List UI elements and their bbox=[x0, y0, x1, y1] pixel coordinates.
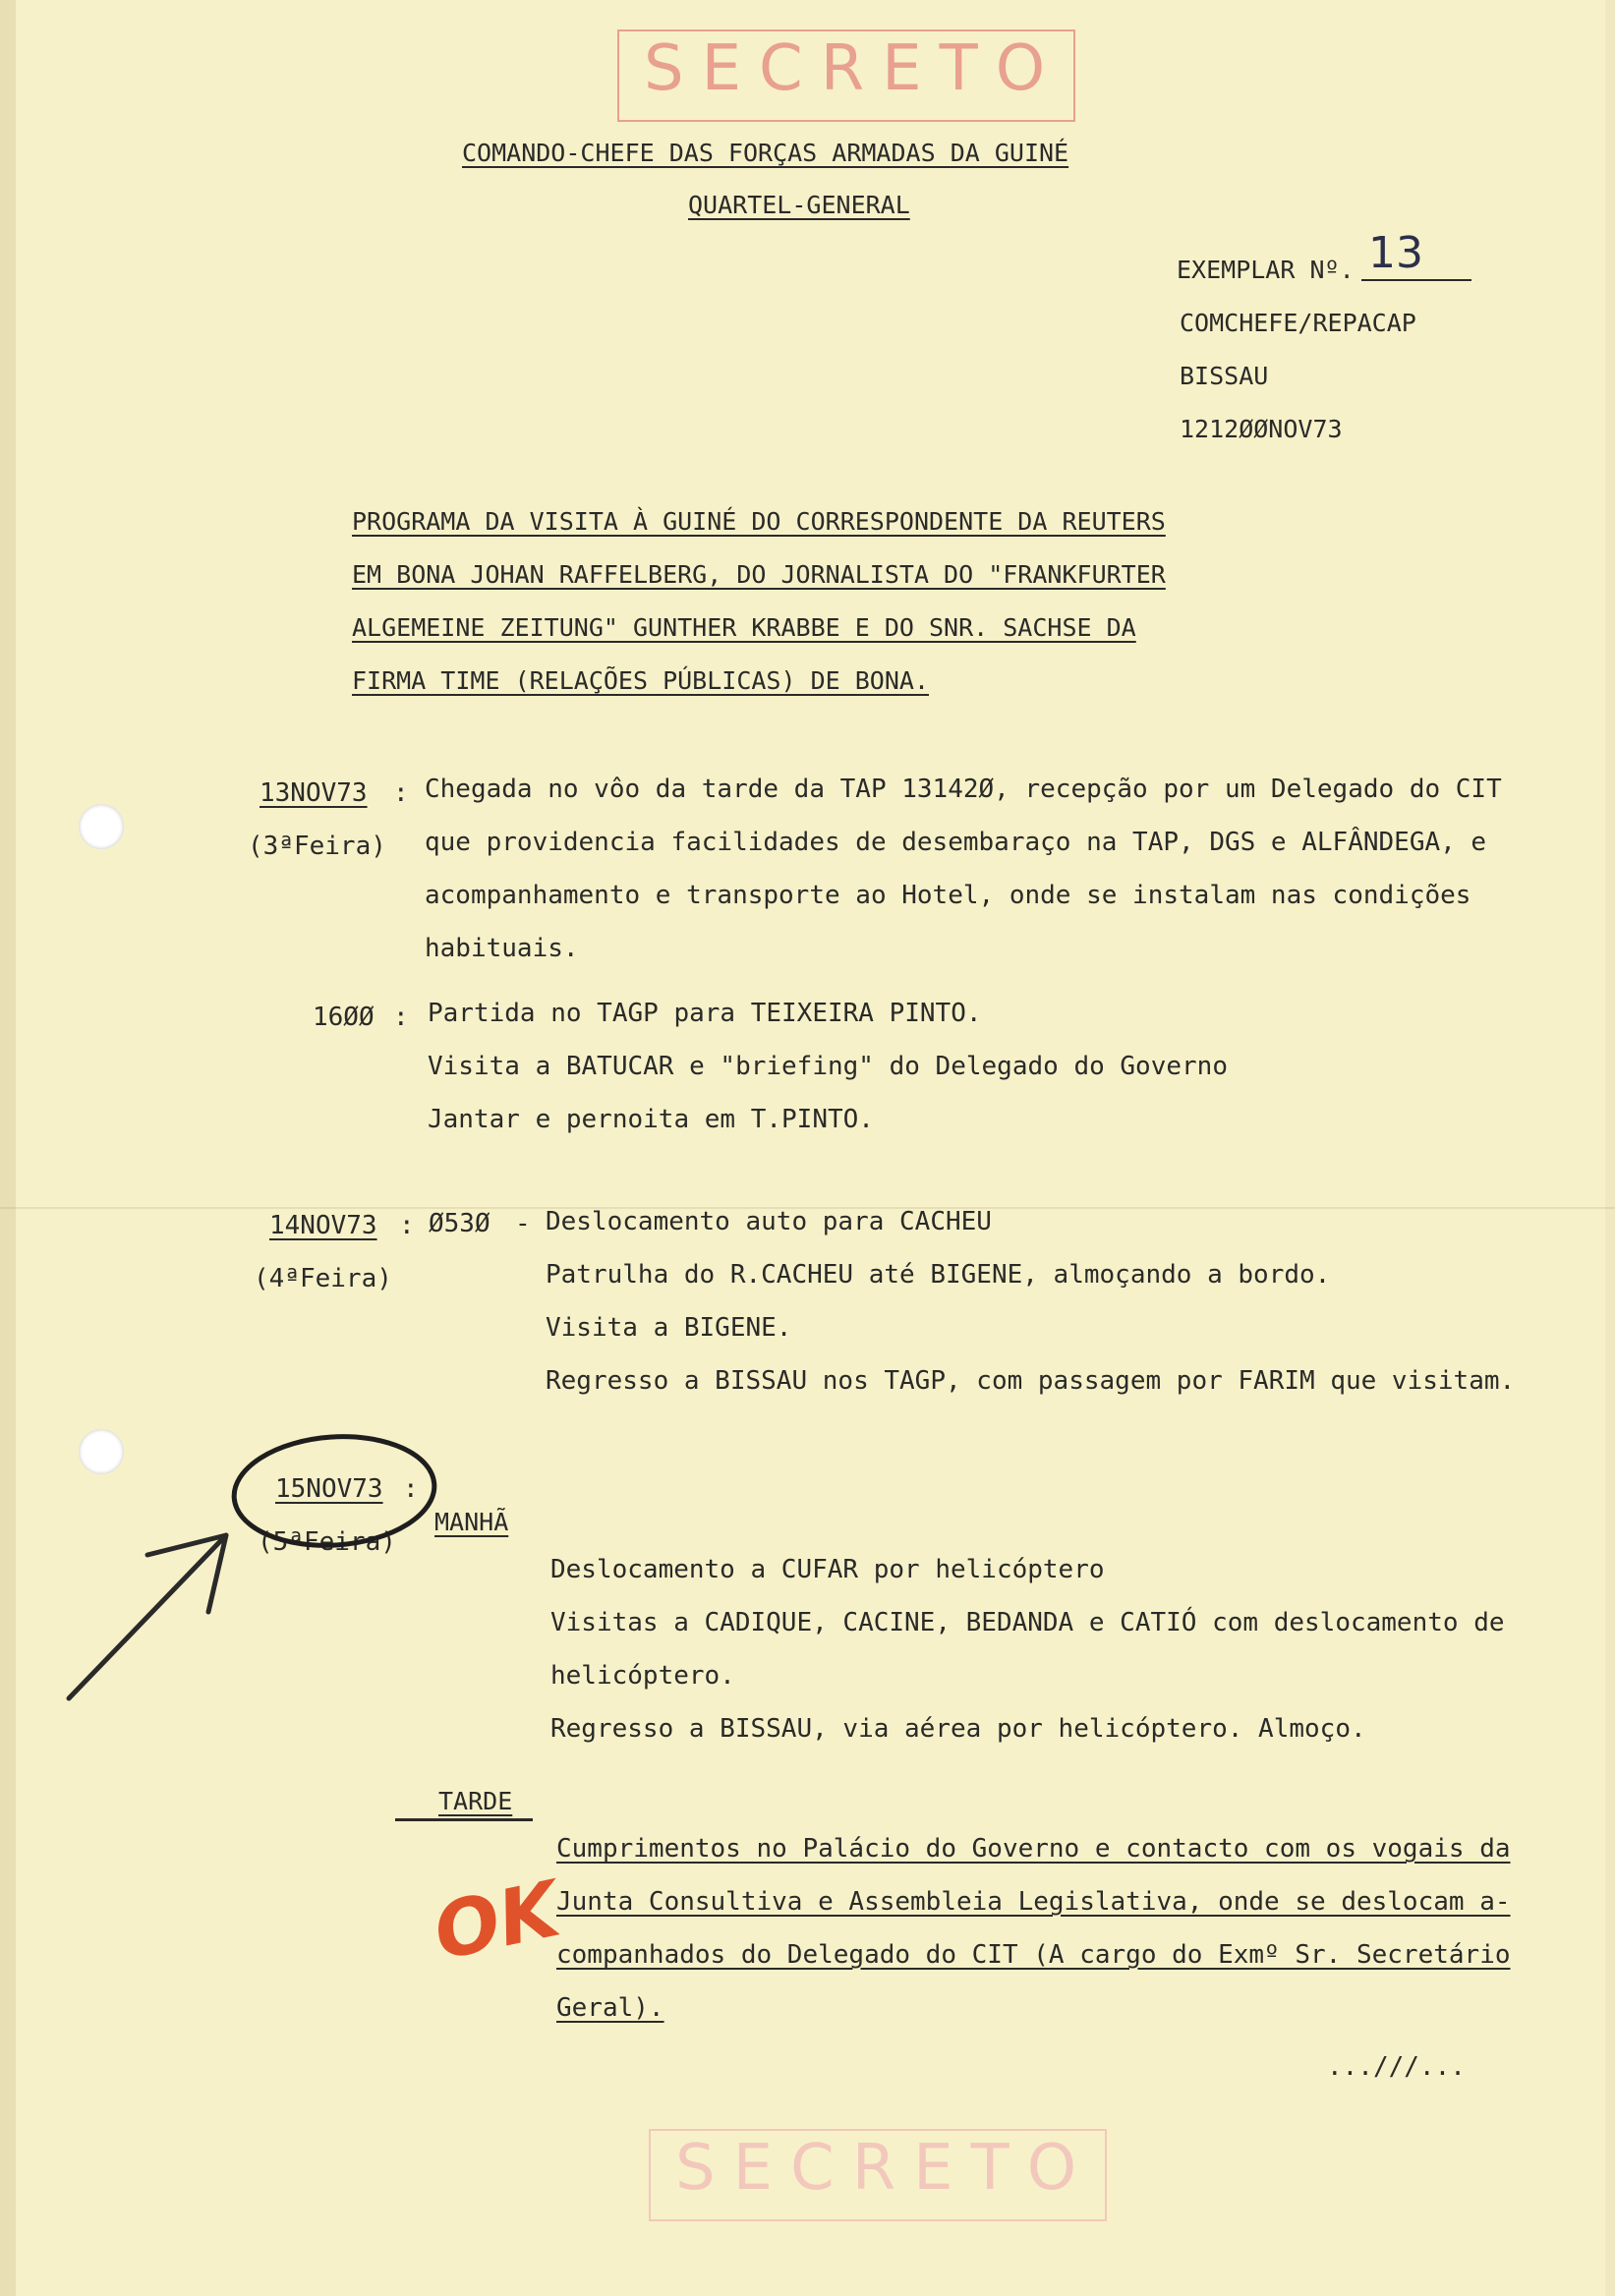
day2-dash: - bbox=[515, 1209, 531, 1238]
day1-line: habituais. bbox=[425, 934, 579, 963]
day2-line: Visita a BIGENE. bbox=[546, 1313, 792, 1343]
day1-line: acompanhamento e transporte ao Hotel, onde se instalam nas condições bbox=[425, 881, 1471, 910]
day3-afternoon-line: Geral). bbox=[556, 1993, 664, 2023]
day3-weekday: (5ªFeira) bbox=[258, 1527, 396, 1557]
ref-unit: COMCHEFE/REPACAP bbox=[1180, 309, 1416, 337]
header-command: COMANDO-CHEFE DAS FORÇAS ARMADAS DA GUINÉ bbox=[462, 139, 1069, 167]
title-line: FIRMA TIME (RELAÇÕES PÚBLICAS) DE BONA. bbox=[352, 666, 929, 695]
day2-line: Patrulha do R.CACHEU até BIGENE, almoçando a bordo. bbox=[546, 1260, 1331, 1290]
day3-morning-label: MANHÃ bbox=[434, 1508, 509, 1536]
continuation-mark: ...///... bbox=[1327, 2052, 1466, 2082]
day1-line2: Partida no TAGP para TEIXEIRA PINTO. bbox=[428, 999, 982, 1028]
day1-line: Chegada no vôo da tarde da TAP 13142Ø, recepção por um Delegado do CIT bbox=[425, 775, 1502, 804]
ref-place: BISSAU bbox=[1180, 362, 1269, 390]
day1-line2: Jantar e pernoita em T.PINTO. bbox=[428, 1105, 874, 1134]
day3-afternoon-label: TARDE bbox=[438, 1787, 513, 1815]
day3-afternoon-line: companhados do Delegado do CIT (A cargo do Exmº Sr. Secretário bbox=[556, 1940, 1511, 1970]
day3-afternoon-line: Junta Consultiva e Assembleia Legislativa, onde se deslocam a- bbox=[556, 1887, 1511, 1917]
header-hq: QUARTEL-GENERAL bbox=[688, 191, 910, 219]
title-line: PROGRAMA DA VISITA À GUINÉ DO CORRESPONDENTE DA REUTERS bbox=[352, 507, 1166, 536]
day1-weekday: (3ªFeira) bbox=[248, 832, 386, 861]
day2-sep: : bbox=[399, 1211, 415, 1240]
day2-date: 14NOV73 bbox=[269, 1211, 377, 1240]
day3-date: 15NOV73 bbox=[275, 1474, 383, 1504]
day2-line: Regresso a BISSAU nos TAGP, com passagem por FARIM que visitam. bbox=[546, 1366, 1516, 1396]
day2-line: Deslocamento auto para CACHEU bbox=[546, 1207, 992, 1236]
day3-morning-line: Regresso a BISSAU, via aérea por helicóptero. Almoço. bbox=[550, 1714, 1366, 1744]
day1-line: que providencia facilidades de desembaraço na TAP, DGS e ALFÂNDEGA, e bbox=[425, 828, 1487, 857]
day1-sep: : bbox=[393, 778, 409, 808]
day3-morning-line: Deslocamento a CUFAR por helicóptero bbox=[550, 1555, 1105, 1584]
title-line: ALGEMEINE ZEITUNG" GUNTHER KRABBE E DO SNR. SACHSE DA bbox=[352, 613, 1136, 642]
title-line: EM BONA JOHAN RAFFELBERG, DO JORNALISTA DO "FRANKFURTER bbox=[352, 560, 1166, 589]
ref-date: 1212ØØNOV73 bbox=[1180, 415, 1343, 443]
circle-mark bbox=[230, 1430, 437, 1552]
ok-annotation: OK bbox=[427, 1865, 567, 1979]
day1-sep2: : bbox=[393, 1003, 409, 1032]
day3-morning-line: Visitas a CADIQUE, CACINE, BEDANDA e CATIÓ com deslocamento de bbox=[550, 1608, 1505, 1637]
day2-weekday: (4ªFeira) bbox=[254, 1264, 392, 1293]
exemplar-label: EXEMPLAR Nº. bbox=[1177, 256, 1355, 284]
day1-date: 13NOV73 bbox=[260, 778, 368, 808]
day1-time: 16ØØ bbox=[313, 1003, 375, 1032]
day3-morning-line: helicóptero. bbox=[550, 1661, 735, 1691]
day2-time: Ø53Ø bbox=[429, 1209, 490, 1238]
arrow-mark bbox=[69, 1535, 226, 1698]
secret-stamp-top: SECRETO bbox=[617, 29, 1075, 122]
day1-line2: Visita a BATUCAR e "briefing" do Delegado do Governo bbox=[428, 1052, 1228, 1081]
exemplar-number: 13 bbox=[1368, 228, 1423, 278]
secret-stamp-bottom: SECRETO bbox=[649, 2129, 1107, 2221]
day3-afternoon-line: Cumprimentos no Palácio do Governo e contacto com os vogais da bbox=[556, 1834, 1511, 1864]
day3-sep: : bbox=[403, 1474, 419, 1504]
